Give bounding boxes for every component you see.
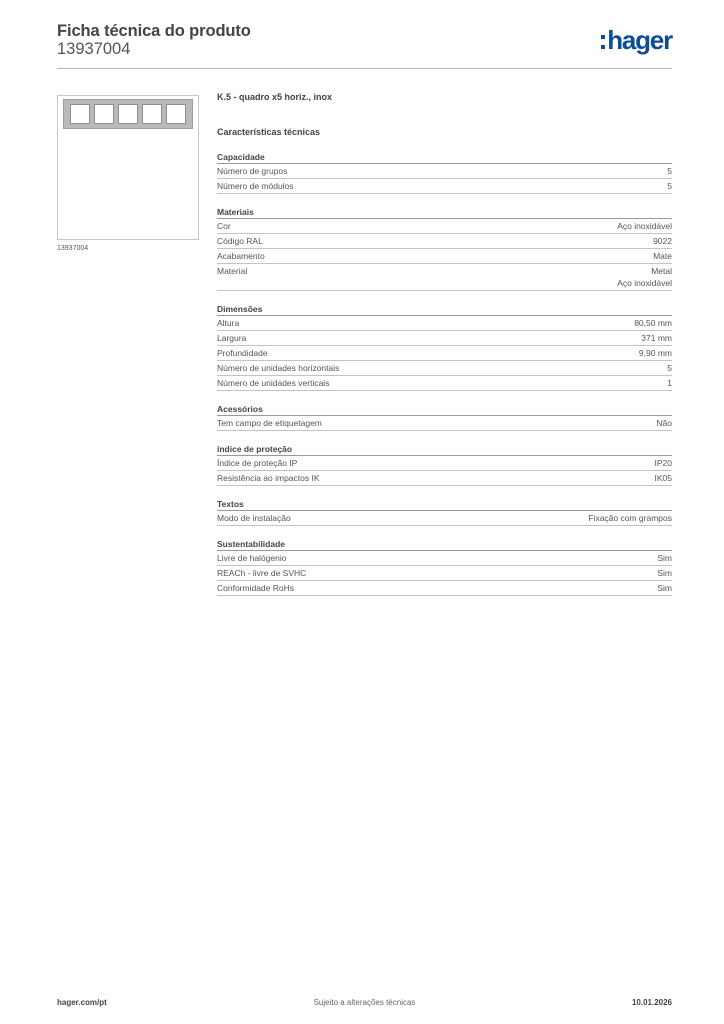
spec-value-line: 9022 — [653, 236, 672, 246]
spec-value-line: Metal — [651, 266, 672, 276]
spec-value — [667, 165, 672, 177]
spec-label: Cor — [217, 221, 231, 231]
section-title: Materiais — [217, 206, 672, 219]
spec-row — [217, 346, 672, 361]
spec-value-line: Aço inoxidável — [617, 221, 672, 231]
spec-label: Conformidade RoHs — [217, 583, 295, 593]
spec-row — [217, 471, 672, 486]
page-header — [57, 20, 672, 68]
spec-value-line: Não — [656, 418, 672, 428]
spec-value-line: 80,50 mm — [634, 318, 672, 328]
section-title: índice de proteção — [217, 443, 672, 456]
spec-row — [217, 249, 672, 264]
spec-row — [217, 456, 672, 471]
spec-value-line: 5 — [667, 181, 672, 191]
spec-label: Índice de proteção IP — [217, 458, 298, 468]
spec-row — [217, 361, 672, 376]
spec-value — [655, 457, 673, 469]
section-title: Sustentabilidade — [217, 538, 672, 551]
section-title: Dimensões — [217, 303, 672, 316]
spec-value-line: Mate — [653, 251, 672, 261]
spec-row — [217, 331, 672, 346]
spec-value — [655, 472, 673, 484]
spec-label: Número de grupos — [217, 166, 288, 176]
page-footer — [57, 998, 672, 1012]
header-divider — [57, 68, 672, 69]
spec-value — [657, 552, 672, 564]
section-title: Acessórios — [217, 403, 672, 416]
spec-row — [217, 264, 672, 291]
spec-row — [217, 234, 672, 249]
spec-section — [217, 538, 672, 596]
spec-label: Altura — [217, 318, 240, 328]
footer-website[interactable]: hager.com/pt — [57, 998, 107, 1007]
spec-value — [639, 347, 672, 359]
spec-section — [217, 303, 672, 391]
spec-value — [634, 317, 672, 329]
spec-row — [217, 581, 672, 596]
spec-section — [217, 498, 672, 526]
spec-row — [217, 416, 672, 431]
spec-value-line: Sim — [657, 568, 672, 578]
footer-date: 10.01.2026 — [631, 998, 672, 1007]
spec-value — [588, 512, 672, 524]
spec-value-line: Sim — [657, 553, 672, 563]
spec-value — [617, 220, 672, 232]
spec-value-line: 5 — [667, 166, 672, 176]
spec-label: Tem campo de etiquetagem — [217, 418, 322, 428]
spec-value — [667, 377, 672, 389]
spec-label: Acabamento — [217, 251, 265, 261]
spec-row — [217, 376, 672, 391]
spec-value — [656, 417, 672, 429]
spec-value-line: 371 mm — [641, 333, 672, 343]
product-code: 13937004 — [57, 40, 131, 58]
spec-value-line: 5 — [667, 363, 672, 373]
spec-value — [641, 332, 672, 344]
spec-section — [217, 403, 672, 431]
spec-value-line: Sim — [657, 583, 672, 593]
product-name: K.5 - quadro x5 horiz., inox — [217, 92, 333, 102]
spec-row — [217, 316, 672, 331]
spec-value-line: 1 — [667, 378, 672, 388]
spec-sections — [217, 151, 672, 596]
spec-value — [667, 180, 672, 192]
spec-value-line: Fixação com grampos — [588, 513, 672, 523]
spec-content — [217, 90, 672, 596]
spec-value-line: IK05 — [654, 473, 672, 483]
spec-label: Material — [217, 266, 248, 276]
spec-label: REACh - livre de SVHC — [217, 568, 307, 578]
spec-label: Número de unidades horizontais — [217, 363, 340, 373]
spec-section — [217, 443, 672, 486]
spec-value — [653, 250, 672, 262]
spec-section — [217, 206, 672, 291]
spec-label: Código RAL — [217, 236, 263, 246]
product-image-caption: 13937004 — [57, 245, 89, 252]
spec-section — [217, 151, 672, 194]
spec-row — [217, 551, 672, 566]
spec-value — [667, 362, 672, 374]
spec-label: Profundidade — [217, 348, 268, 358]
spec-label: Resistência ao impactos IK — [217, 473, 320, 483]
logo-dots-icon — [601, 35, 605, 49]
spec-label: Número de módulos — [217, 181, 294, 191]
spec-row — [217, 219, 672, 234]
spec-row — [217, 164, 672, 179]
spec-value — [657, 582, 672, 594]
product-image — [57, 95, 199, 240]
hager-logo — [601, 25, 672, 59]
section-title: Capacidade — [217, 151, 672, 164]
spec-label: Livre de halógenio — [217, 553, 287, 563]
spec-label: Modo de instalação — [217, 513, 291, 523]
spec-label: Número de unidades verticais — [217, 378, 330, 388]
document-title: Ficha técnica do produto — [57, 22, 251, 40]
spec-value-line: IP20 — [654, 458, 672, 468]
spec-value — [617, 265, 672, 289]
spec-value — [657, 567, 672, 579]
logo-text: hager — [607, 25, 672, 55]
spec-row — [217, 179, 672, 194]
spec-label: Largura — [217, 333, 247, 343]
section-title: Textos — [217, 498, 672, 511]
footer-notice: Sujeito a alterações técnicas — [313, 998, 416, 1007]
spec-value-line: 9,90 mm — [638, 348, 672, 358]
spec-row — [217, 511, 672, 526]
frame-plate-icon — [63, 99, 193, 129]
spec-row — [217, 566, 672, 581]
spec-value-line: Aço inoxidável — [617, 278, 672, 288]
tech-heading: Características técnicas — [217, 127, 321, 137]
spec-value — [653, 235, 672, 247]
